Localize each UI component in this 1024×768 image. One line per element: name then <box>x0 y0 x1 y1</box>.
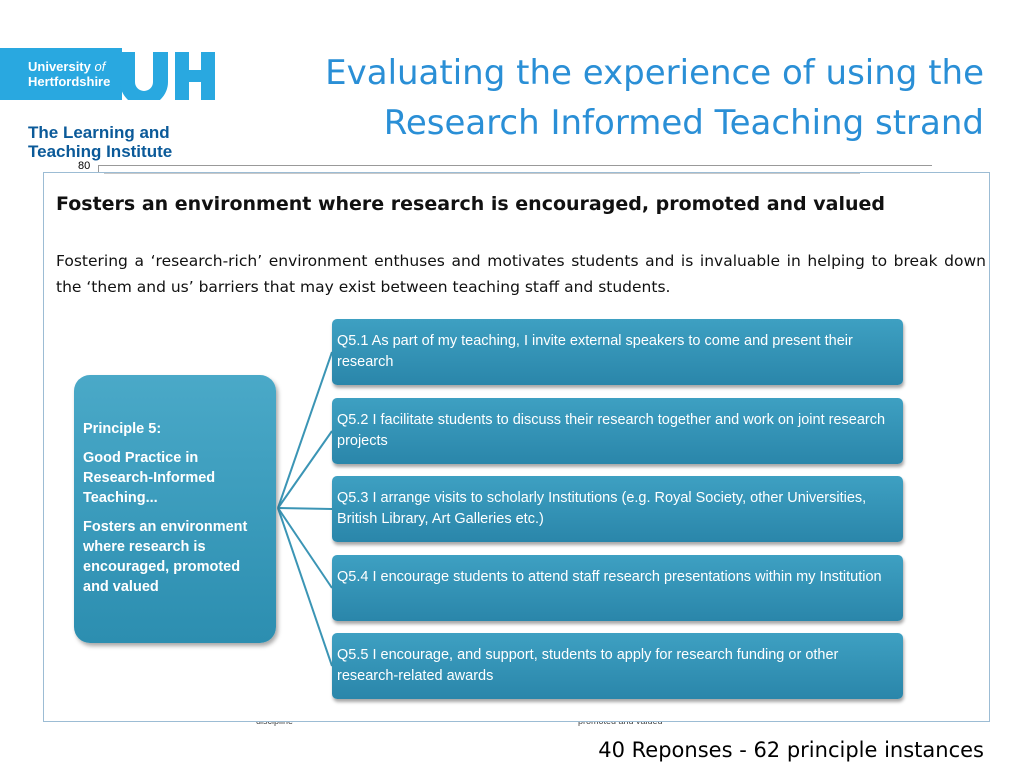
diagram-intro: Fostering a ‘research-rich’ environment enthuses and motivates students and is invaluable in helping to break down the ‘them and us’ barriers that may exist between teaching staff and students. <box>56 252 986 296</box>
responses-summary: 40 Reponses - 62 principle instances <box>598 738 984 762</box>
question-box-q5-1: Q5.1 As part of my teaching, I invite external speakers to come and present their research <box>332 319 903 385</box>
question-box-q5-5: Q5.5 I encourage, and support, students to apply for research funding or other research-related awards <box>332 633 903 699</box>
university-name-line1: University of <box>28 59 106 74</box>
connector-q5-1 <box>278 352 332 508</box>
slide-title: Evaluating the experience of using the Research Informed Teaching strand <box>325 53 984 143</box>
connector-q5-3 <box>278 508 332 509</box>
axis-label: 80 <box>78 160 91 172</box>
connector-q5-2 <box>278 431 332 508</box>
institute-name: The Learning and Teaching Institute <box>28 123 173 161</box>
question-box-q5-3: Q5.3 I arrange visits to scholarly Institutions (e.g. Royal Society, other Universities, British Library, Art Galleries etc.) <box>332 476 903 542</box>
principle-subtitle: Good Practice in Research-Informed Teaching... <box>83 450 216 506</box>
principle-description: Fosters an environment where research is encouraged, promoted and valued <box>83 519 248 595</box>
connector-q5-4 <box>278 508 332 588</box>
connector-q5-5 <box>278 508 332 666</box>
principle-label: Principle 5: <box>83 421 162 437</box>
diagram-heading: Fosters an environment where research is encouraged, promoted and valued <box>56 193 886 215</box>
question-box-q5-2: Q5.2 I facilitate students to discuss their research together and work on joint research projects <box>332 398 903 464</box>
principle-box <box>74 375 276 643</box>
university-name-line2: Hertfordshire <box>28 74 111 89</box>
question-box-q5-4: Q5.4 I encourage students to attend staff research presentations within my Institution <box>332 555 903 621</box>
